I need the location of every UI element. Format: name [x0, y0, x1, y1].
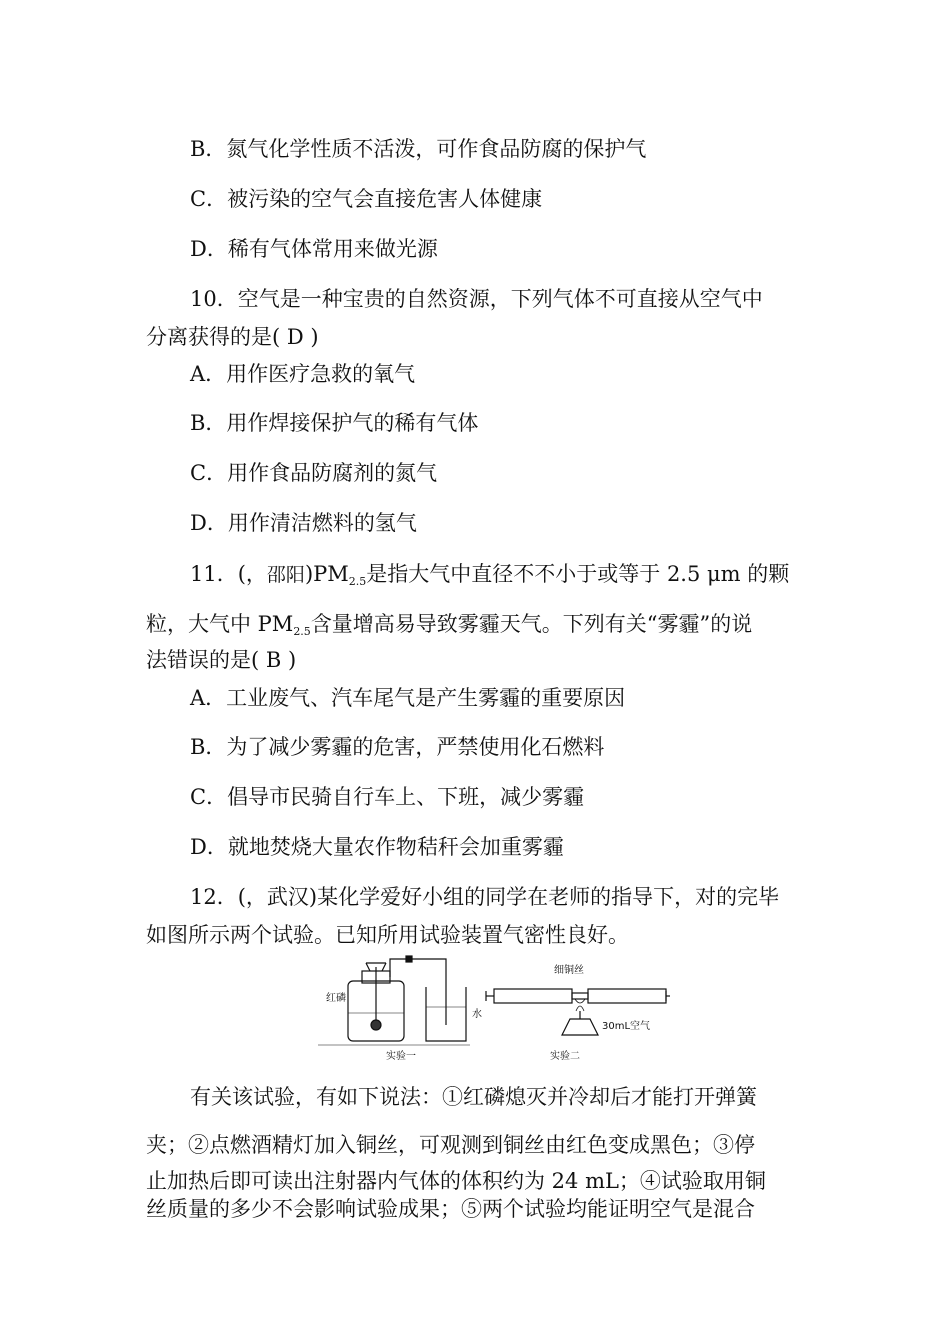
q12-stem-line1: 12．(，武汉)某化学爱好小组的同学在老师的指导下，对的完毕 [190, 885, 780, 909]
experiment-figure [318, 953, 670, 1065]
q12-statement-line3: 止加热后即可读出注射器内气体的体积约为 24 mL；④试验取用铜 [146, 1169, 766, 1193]
q11-option-d: D．就地焚烧大量农作物秸秆会加重雾霾 [190, 835, 564, 859]
q12-statement-line4: 丝质量的多少不会影响试验成果；⑤两个试验均能证明空气是混合 [146, 1197, 755, 1221]
caption-experiment-two: 实验二 [550, 1051, 580, 1062]
q11-subscript-2: 2.5 [293, 625, 311, 638]
q11-source: 邵阳 [266, 564, 305, 586]
q10-option-c: C．用作食品防腐剂的氮气 [190, 461, 438, 485]
q11-stem2-part-a: 粒，大气中 PM [146, 612, 294, 636]
q11-stem-part-d: 是指大气中直径不不小于或等于 2.5 μm 的颗 [366, 562, 790, 586]
caption-experiment-one: 实验一 [386, 1051, 416, 1062]
q10-option-a: A．用作医疗急救的氧气 [190, 362, 416, 386]
q11-stem-line2 [146, 609, 752, 647]
q12-statement-line1: 有关该试验，有如下说法：①红磷熄灭并冷却后才能打开弹簧 [190, 1085, 757, 1109]
label-air-volume: 30mL空气 [602, 1021, 651, 1032]
q11-option-c: C．倡导市民骑自行车上、下班，减少雾霾 [190, 785, 585, 809]
q9-option-c: C．被污染的空气会直接危害人体健康 [190, 187, 543, 211]
q10-stem-line1: 10．空气是一种宝贵的自然资源，下列气体不可直接从空气中 [190, 287, 763, 311]
q10-stem-line2: 分离获得的是( D ) [146, 325, 319, 349]
q11-option-b: B．为了减少雾霾的危害，严禁使用化石燃料 [190, 735, 605, 759]
q11-stem-part-a: 11．(， [190, 562, 267, 586]
q9-option-b: B．氮气化学性质不活泼，可作食品防腐的保护气 [190, 137, 647, 161]
q10-option-d: D．用作清洁燃料的氢气 [190, 511, 417, 535]
q11-stem-line1 [190, 559, 789, 597]
q12-statement-line2: 夹；②点燃酒精灯加入铜丝，可观测到铜丝由红色变成黑色；③停 [146, 1133, 755, 1157]
q11-stem-line3: 法错误的是( B ) [146, 648, 297, 672]
q12-stem-line2: 如图所示两个试验。已知所用试验装置气密性良好。 [146, 923, 629, 947]
label-water: 水 [472, 1009, 482, 1020]
label-red-phosphorus: 红磷 [326, 993, 346, 1004]
q10-option-b: B．用作焊接保护气的稀有气体 [190, 411, 479, 435]
q11-stem-part-c: )PM [304, 562, 349, 586]
q9-option-d: D．稀有气体常用来做光源 [190, 237, 438, 261]
q11-subscript: 2.5 [348, 575, 367, 588]
q11-stem2-part-b: 含量增高易导致雾霾天气。下列有关“雾霾”的说 [310, 612, 753, 636]
q11-option-a: A．工业废气、汽车尾气是产生雾霾的重要原因 [190, 686, 626, 710]
label-copper-wire: 细铜丝 [554, 965, 584, 976]
